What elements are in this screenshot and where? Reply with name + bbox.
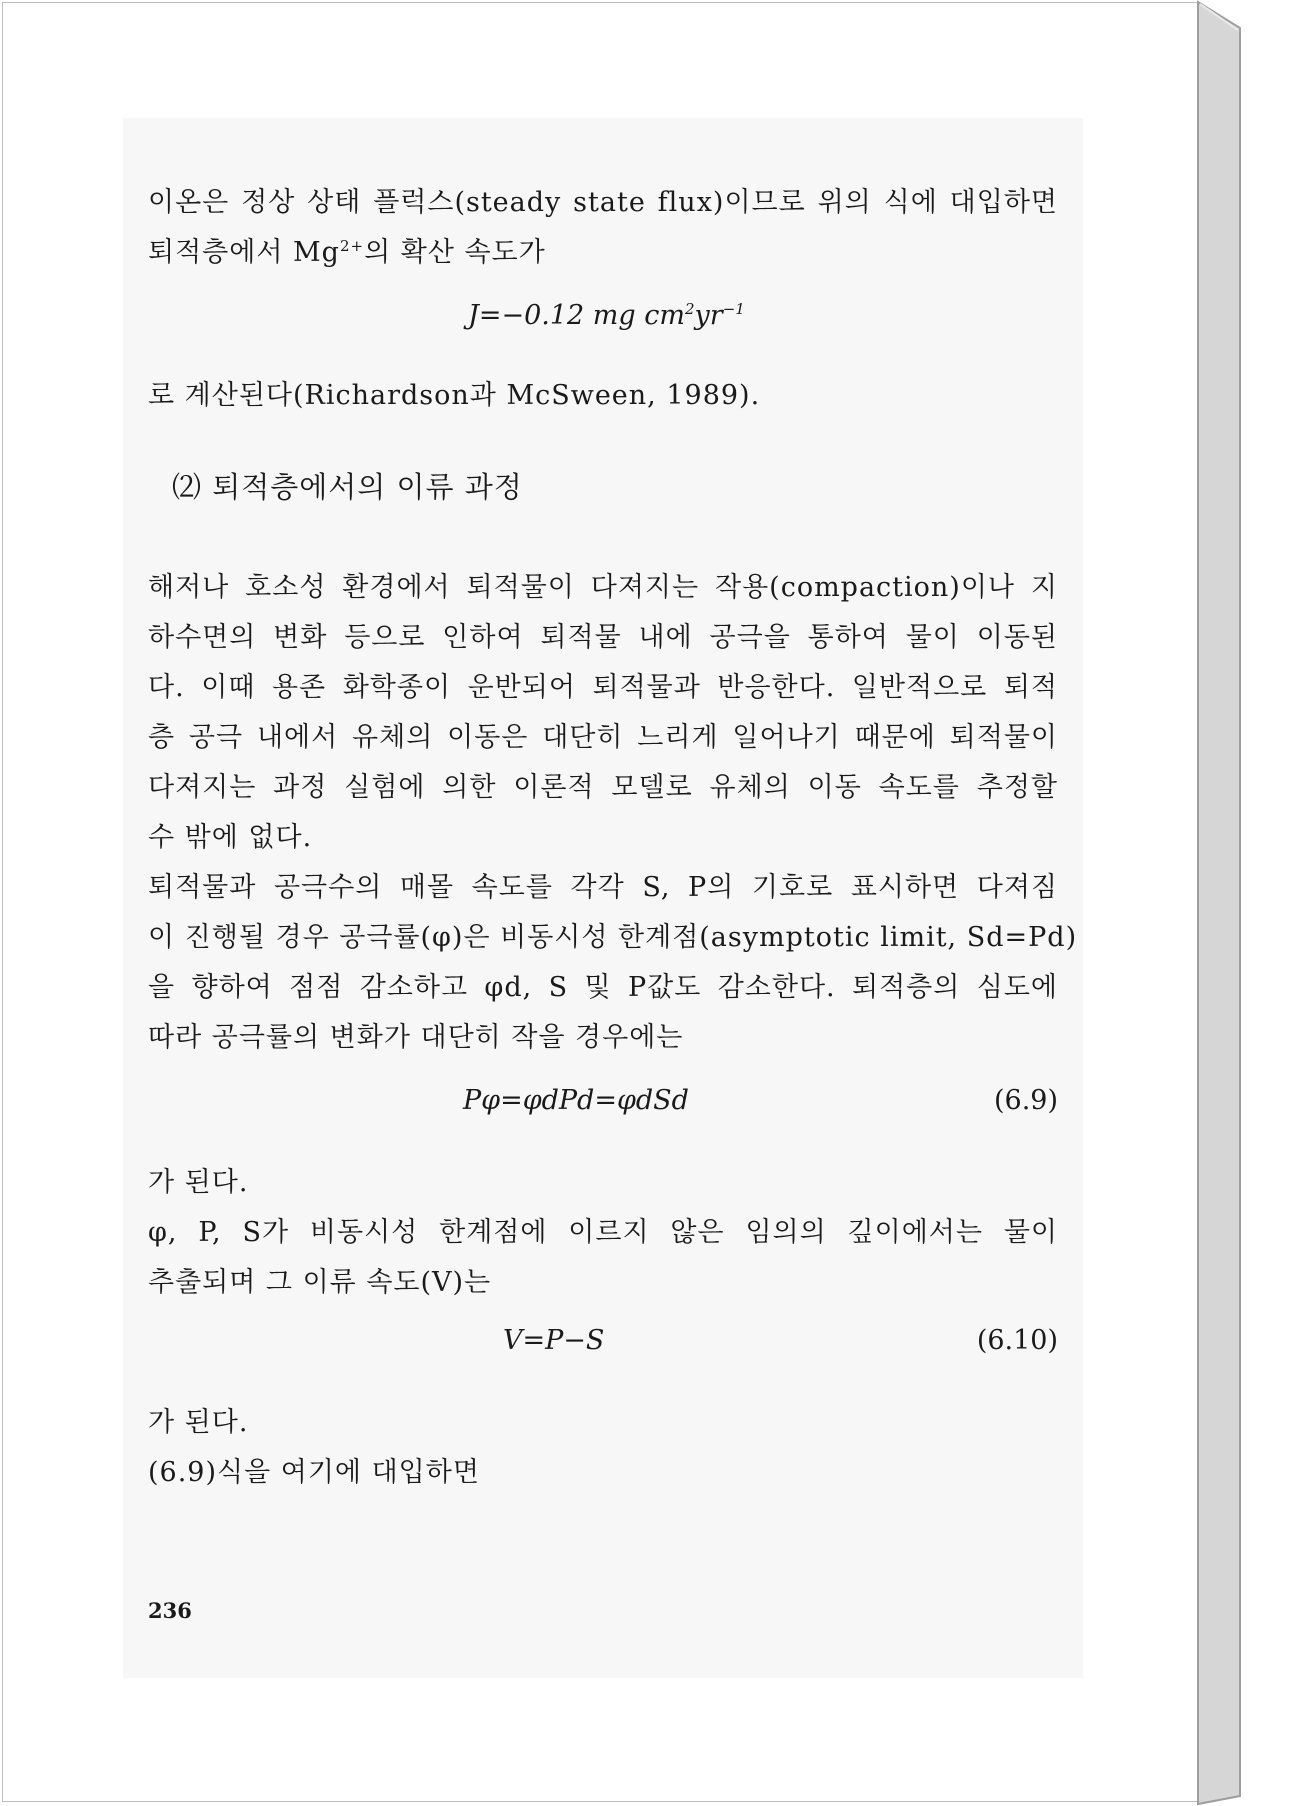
equation-text: J=−0.12 mg cm bbox=[468, 300, 685, 331]
text-line: 층 공극 내에서 유체의 이동은 대단히 느리게 일어나기 때문에 퇴적물이 bbox=[148, 722, 1058, 753]
superscript: −1 bbox=[722, 300, 745, 318]
text-line: 이온은 정상 상태 플럭스(steady state flux)이므로 위의 식에 대입하면 bbox=[148, 187, 1058, 218]
text-fragment: 퇴적층에서 Mg bbox=[148, 237, 340, 268]
text-line: 가 된다. bbox=[148, 1167, 249, 1198]
text-line: 해저나 호소성 환경에서 퇴적물이 다져지는 작용(compaction)이나 지 bbox=[148, 572, 1058, 603]
superscript: 2+ bbox=[339, 237, 365, 255]
text-line: 을 향하여 점점 감소하고 φd, S 및 P값도 감소한다. 퇴적층의 심도에 bbox=[148, 972, 1058, 1003]
text-line: 퇴적물과 공극수의 매몰 속도를 각각 S, P의 기호로 표시하면 다져짐 bbox=[148, 872, 1058, 903]
text-line: 따라 공극률의 변화가 대단히 작을 경우에는 bbox=[148, 1022, 684, 1053]
text-line: φ, P, S가 비동시성 한계점에 이르지 않은 임의의 깊이에서는 물이 bbox=[148, 1217, 1058, 1248]
text-line: 로 계산된다(Richardson과 McSween, 1989). bbox=[148, 380, 761, 411]
text-line: 다. 이때 용존 화학종이 운반되어 퇴적물과 반응한다. 일반적으로 퇴적 bbox=[148, 672, 1058, 703]
equation-6-10: V=P−S bbox=[503, 1325, 605, 1356]
superscript: 2 bbox=[684, 300, 695, 318]
text-line bbox=[148, 230, 546, 269]
text-line: 이 진행될 경우 공극률(φ)은 비동시성 한계점(asymptotic limit, Sd=Pd) bbox=[148, 922, 1078, 953]
text-line: 하수면의 변화 등으로 인하여 퇴적물 내에 공극을 통하여 물이 이동된 bbox=[148, 622, 1058, 653]
equation-text: yr bbox=[694, 300, 723, 331]
text-line: 가 된다. bbox=[148, 1407, 249, 1438]
page-number: 236 bbox=[148, 1598, 192, 1623]
text-line: 다져지는 과정 실험에 의한 이론적 모델로 유체의 이동 속도를 추정할 bbox=[148, 772, 1058, 803]
section-title: ⑵ 퇴적층에서의 이류 과정 bbox=[172, 470, 523, 504]
equation-flux bbox=[468, 300, 745, 331]
equation-number: (6.9) bbox=[993, 1085, 1058, 1116]
text-line: (6.9)식을 여기에 대입하면 bbox=[148, 1457, 480, 1488]
text-line: 수 밖에 없다. bbox=[148, 822, 313, 853]
equation-6-9: Pφ=φdPd=φdSd bbox=[463, 1085, 689, 1116]
text-fragment: 의 확산 속도가 bbox=[364, 237, 546, 268]
text-line: 추출되며 그 이류 속도(V)는 bbox=[148, 1267, 492, 1298]
equation-number: (6.10) bbox=[976, 1325, 1058, 1356]
